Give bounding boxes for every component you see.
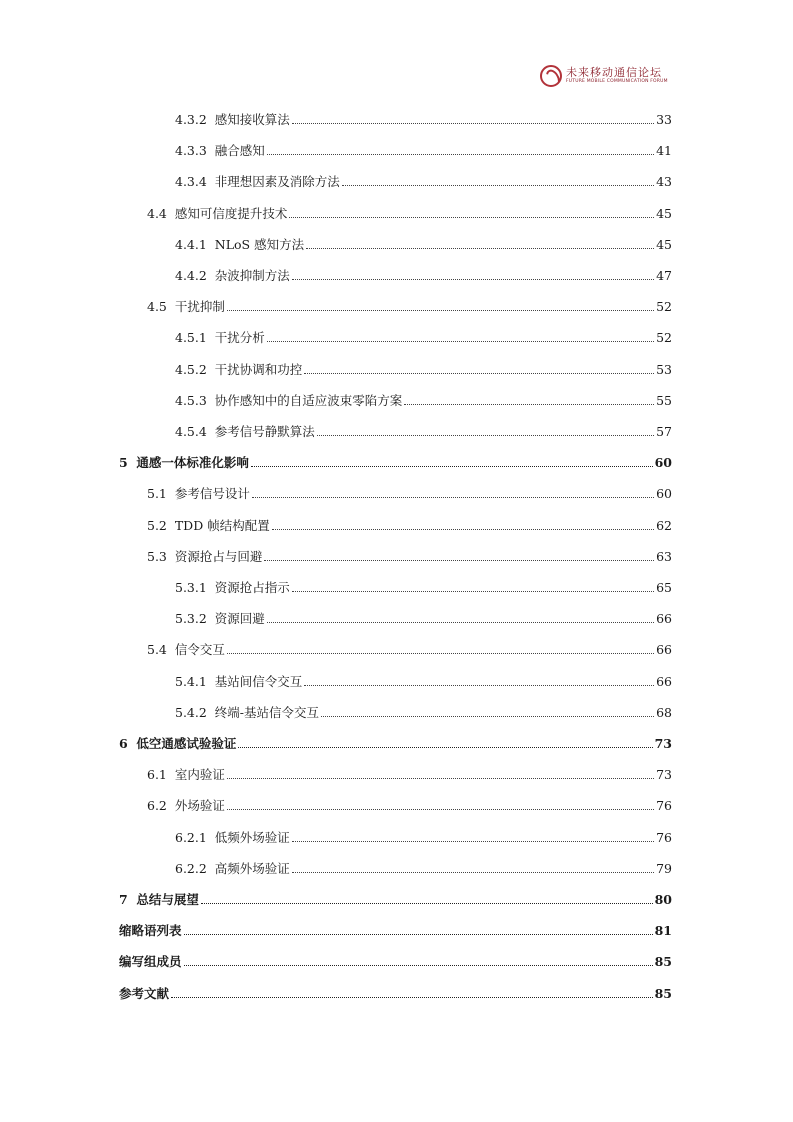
toc-entry-title xyxy=(175,174,340,190)
toc-entry-number: 6.2 xyxy=(147,798,167,813)
toc-page-number: 76 xyxy=(656,798,672,813)
toc-leader-dots xyxy=(342,184,654,186)
toc-entry-text: 干扰协调和功控 xyxy=(214,362,303,377)
toc-leader-dots xyxy=(227,808,654,810)
toc-entry[interactable] xyxy=(175,139,672,159)
toc-entry-text: 资源抢占与回避 xyxy=(174,549,263,564)
toc-entry[interactable] xyxy=(175,826,672,846)
toc-page-number: 52 xyxy=(656,299,672,314)
toc-entry-title xyxy=(147,299,225,315)
toc-entry-text: 信令交互 xyxy=(174,642,225,657)
toc-entry-number: 4.4.1 xyxy=(175,237,207,252)
toc-entry-text: 协作感知中的自适应波束零陷方案 xyxy=(214,393,403,408)
toc-leader-dots xyxy=(184,964,653,966)
toc-page-number: 33 xyxy=(656,112,672,127)
toc-entry-title xyxy=(175,611,265,627)
toc-entry[interactable] xyxy=(147,763,672,783)
toc-entry-title xyxy=(147,767,225,783)
toc-leader-dots xyxy=(184,933,653,935)
toc-leader-dots xyxy=(306,247,654,249)
toc-entry-text: 融合感知 xyxy=(214,143,265,158)
toc-entry-title xyxy=(119,736,236,752)
toc-entry-title xyxy=(175,143,265,159)
toc-entry[interactable] xyxy=(119,451,672,471)
toc-entry-title xyxy=(119,923,182,939)
toc-leader-dots xyxy=(289,216,654,218)
toc-page-number: 68 xyxy=(656,705,672,720)
toc-leader-dots xyxy=(227,652,654,654)
toc-entry-number: 5.4.1 xyxy=(175,674,207,689)
toc-page-number: 55 xyxy=(656,393,672,408)
toc-page-number: 66 xyxy=(656,674,672,689)
toc-entry[interactable] xyxy=(175,670,672,690)
toc-entry[interactable] xyxy=(147,794,672,814)
toc-entry[interactable] xyxy=(175,701,672,721)
toc-entry-title xyxy=(147,549,262,565)
toc-page-number: 85 xyxy=(654,986,672,1001)
toc-entry-number: 6.2.2 xyxy=(175,861,207,876)
logo-english-name: FUTURE MOBILE COMMUNICATION FORUM xyxy=(566,79,668,85)
toc-entry-text: 外场验证 xyxy=(174,798,225,813)
toc-entry-number: 5.1 xyxy=(147,486,167,501)
toc-leader-dots xyxy=(321,715,654,717)
toc-page-number: 66 xyxy=(656,611,672,626)
toc-entry-text: 缩略语列表 xyxy=(119,923,182,938)
toc-entry-title xyxy=(175,362,302,378)
toc-entry-text: 参考文献 xyxy=(119,986,170,1001)
toc-entry-text: 感知接收算法 xyxy=(214,112,290,127)
toc-entry-number: 5 xyxy=(119,455,128,470)
toc-entry-number: 4.5 xyxy=(147,299,167,314)
toc-entry-title xyxy=(119,892,199,908)
toc-entry[interactable] xyxy=(147,545,672,565)
toc-entry-text: 参考信号静默算法 xyxy=(214,424,315,439)
toc-leader-dots xyxy=(267,621,654,623)
toc-entry[interactable] xyxy=(147,202,672,222)
toc-entry[interactable] xyxy=(119,919,672,939)
toc-entry-text: 编写组成员 xyxy=(119,954,182,969)
toc-entry-text: 非理想因素及消除方法 xyxy=(214,174,340,189)
toc-page-number: 79 xyxy=(656,861,672,876)
toc-entry-number: 5.4.2 xyxy=(175,705,207,720)
toc-entry[interactable] xyxy=(175,108,672,128)
toc-entry-text: 资源回避 xyxy=(214,611,265,626)
toc-leader-dots xyxy=(292,278,654,280)
toc-entry-number: 4.5.3 xyxy=(175,393,207,408)
toc-entry-text: 杂波抑制方法 xyxy=(214,268,290,283)
toc-entry[interactable] xyxy=(175,264,672,284)
toc-page-number: 47 xyxy=(656,268,672,283)
toc-entry-number: 6.2.1 xyxy=(175,830,207,845)
toc-entry[interactable] xyxy=(119,982,672,1002)
toc-leader-dots xyxy=(227,309,654,311)
toc-leader-dots xyxy=(292,590,654,592)
toc-entry-title xyxy=(175,237,304,253)
toc-entry[interactable] xyxy=(147,295,672,315)
toc-entry[interactable] xyxy=(175,233,672,253)
toc-entry-title xyxy=(147,206,287,222)
toc-entry[interactable] xyxy=(175,576,672,596)
toc-entry-title xyxy=(147,642,225,658)
toc-page-number: 85 xyxy=(654,954,672,969)
toc-entry[interactable] xyxy=(175,420,672,440)
toc-entry-title xyxy=(119,954,182,970)
toc-leader-dots xyxy=(292,871,654,873)
toc-entry-number: 6 xyxy=(119,736,128,751)
toc-entry-number: 4.3.2 xyxy=(175,112,207,127)
toc-entry-title xyxy=(175,830,290,846)
toc-entry[interactable] xyxy=(175,326,672,346)
toc-leader-dots xyxy=(201,902,653,904)
toc-entry-number: 4.4.2 xyxy=(175,268,207,283)
toc-page-number: 43 xyxy=(656,174,672,189)
toc-entry-number: 4.5.2 xyxy=(175,362,207,377)
toc-entry-text: 室内验证 xyxy=(174,767,225,782)
toc-entry-text: 干扰分析 xyxy=(214,330,265,345)
toc-page-number: 41 xyxy=(656,143,672,158)
toc-entry[interactable] xyxy=(147,638,672,658)
toc-entry[interactable] xyxy=(119,950,672,970)
toc-page-number: 60 xyxy=(656,486,672,501)
toc-leader-dots xyxy=(304,372,654,374)
toc-leader-dots xyxy=(404,403,654,405)
toc-entry-number: 4.3.3 xyxy=(175,143,207,158)
toc-leader-dots xyxy=(238,746,652,748)
toc-entry-text: 感知可信度提升技术 xyxy=(174,206,288,221)
toc-entry-title xyxy=(147,518,270,534)
toc-page-number: 52 xyxy=(656,330,672,345)
toc-entry[interactable] xyxy=(175,857,672,877)
toc-entry-number: 7 xyxy=(119,892,128,907)
toc-entry[interactable] xyxy=(175,358,672,378)
logo-chinese-name: 未来移动通信论坛 xyxy=(566,66,662,80)
toc-entry[interactable] xyxy=(147,482,672,502)
toc-entry-text: 基站间信令交互 xyxy=(214,674,303,689)
toc-page-number: 81 xyxy=(654,923,672,938)
toc-leader-dots xyxy=(267,340,654,342)
toc-leader-dots xyxy=(292,840,654,842)
toc-entry-number: 4.3.4 xyxy=(175,174,207,189)
toc-leader-dots xyxy=(292,122,654,124)
toc-page-number: 80 xyxy=(654,892,672,907)
toc-entry-text: NLoS 感知方法 xyxy=(214,237,305,252)
toc-page-number: 53 xyxy=(656,362,672,377)
toc-entry-text: 干扰抑制 xyxy=(174,299,225,314)
toc-leader-dots xyxy=(317,434,654,436)
toc-entry-text: 参考信号设计 xyxy=(174,486,250,501)
toc-entry-title xyxy=(119,986,169,1002)
toc-page-number: 76 xyxy=(656,830,672,845)
toc-page-number: 45 xyxy=(656,206,672,221)
toc-page-number: 65 xyxy=(656,580,672,595)
toc-entry-number: 5.3.2 xyxy=(175,611,207,626)
toc-entry-text: 终端-基站信令交互 xyxy=(214,705,319,720)
toc-leader-dots xyxy=(304,684,654,686)
toc-entry-text: 低空通感试验验证 xyxy=(136,736,237,751)
toc-page-number: 63 xyxy=(656,549,672,564)
toc-entry-title xyxy=(175,424,315,440)
toc-leader-dots xyxy=(267,153,654,155)
forum-logo-icon xyxy=(540,65,562,87)
toc-entry-text: TDD 帧结构配置 xyxy=(174,518,270,533)
toc-entry-title xyxy=(119,455,249,471)
toc-entry-number: 4.5.1 xyxy=(175,330,207,345)
toc-leader-dots xyxy=(227,777,654,779)
forum-logo xyxy=(540,64,670,88)
toc-leader-dots xyxy=(272,528,654,530)
toc-entry-number: 5.3 xyxy=(147,549,167,564)
toc-entry[interactable] xyxy=(119,732,672,752)
toc-entry-title xyxy=(175,330,265,346)
toc-entry-title xyxy=(175,112,290,128)
toc-entry-title xyxy=(175,705,319,721)
toc-entry-title xyxy=(147,486,250,502)
toc-entry[interactable] xyxy=(175,607,672,627)
toc-entry[interactable] xyxy=(119,888,672,908)
toc-entry-title xyxy=(175,674,302,690)
toc-page-number: 73 xyxy=(656,767,672,782)
toc-entry[interactable] xyxy=(147,514,672,534)
toc-leader-dots xyxy=(251,465,653,467)
toc-entry-number: 4.4 xyxy=(147,206,167,221)
toc-page-number: 60 xyxy=(654,455,672,470)
toc-page-number: 73 xyxy=(654,736,672,751)
toc-entry-number: 4.5.4 xyxy=(175,424,207,439)
toc-entry[interactable] xyxy=(175,389,672,409)
toc-entry-text: 总结与展望 xyxy=(136,892,199,907)
toc-leader-dots xyxy=(264,559,654,561)
toc-entry-number: 5.3.1 xyxy=(175,580,207,595)
toc-page-number: 66 xyxy=(656,642,672,657)
toc-page-number: 45 xyxy=(656,237,672,252)
toc-entry-text: 低频外场验证 xyxy=(214,830,290,845)
toc-entry-title xyxy=(175,861,290,877)
toc-page-number: 62 xyxy=(656,518,672,533)
toc-page-number: 57 xyxy=(656,424,672,439)
toc-entry-number: 5.2 xyxy=(147,518,167,533)
toc-entry-text: 资源抢占指示 xyxy=(214,580,290,595)
toc-leader-dots xyxy=(171,996,653,998)
toc-entry-title xyxy=(175,268,290,284)
toc-entry-text: 高频外场验证 xyxy=(214,861,290,876)
toc-leader-dots xyxy=(252,496,654,498)
toc-entry[interactable] xyxy=(175,170,672,190)
toc-entry-title xyxy=(175,580,290,596)
toc-entry-number: 6.1 xyxy=(147,767,167,782)
toc-entry-title xyxy=(147,798,225,814)
toc-entry-title xyxy=(175,393,402,409)
toc-entry-number: 5.4 xyxy=(147,642,167,657)
toc-entry-text: 通感一体标准化影响 xyxy=(136,455,249,470)
